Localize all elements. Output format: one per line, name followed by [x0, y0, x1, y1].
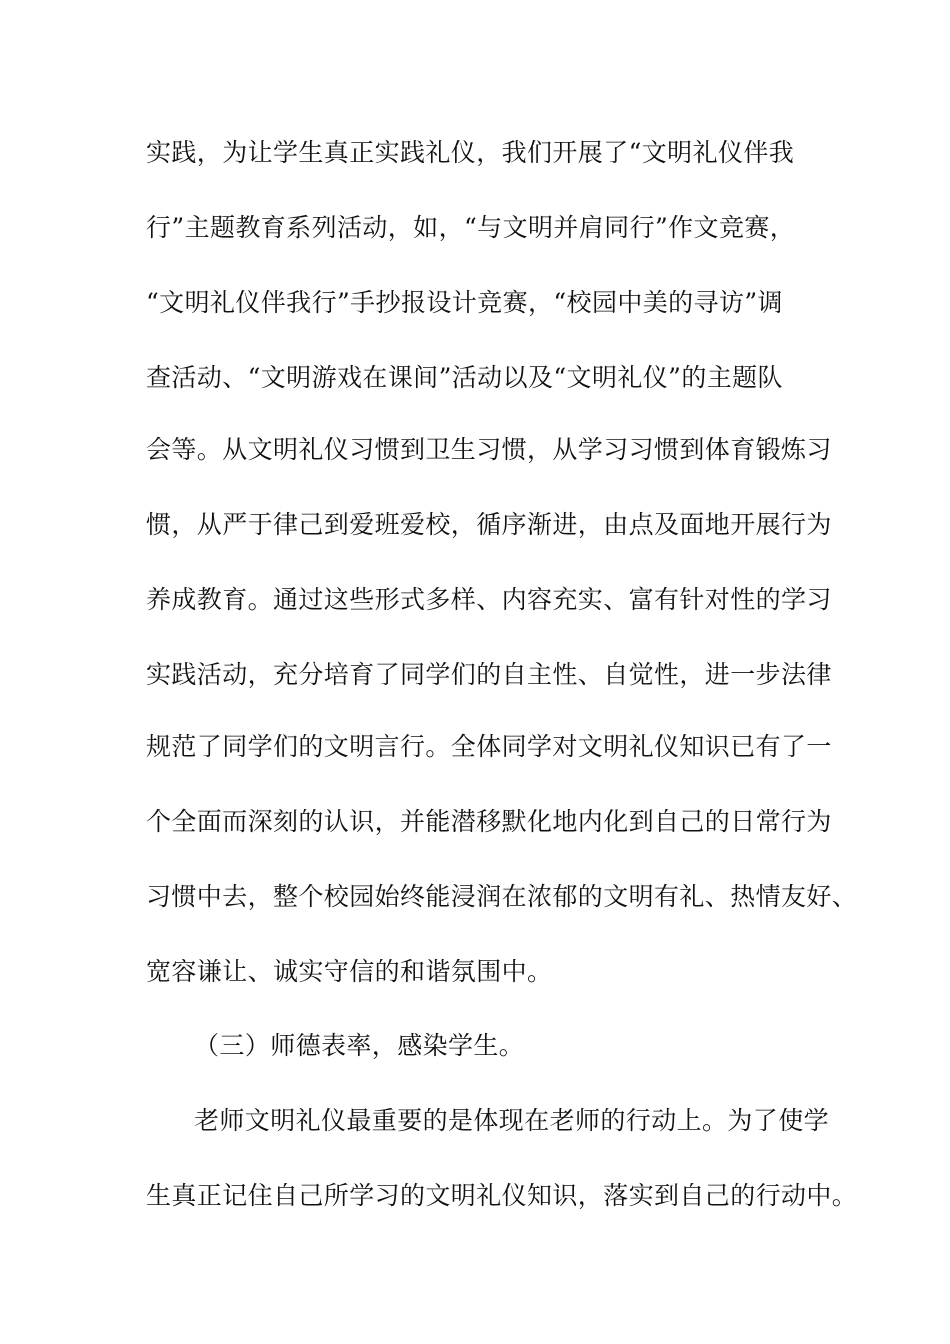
body-text-line: 查活动、“文明游戏在课间”活动以及“文明礼仪”的主题队 [146, 363, 783, 392]
body-text-line: 个全面而深刻的认识，并能潜移默化地内化到自己的日常行为 [146, 807, 832, 836]
body-text-line: 实践活动，充分培育了同学们的自主性、自觉性，进一步法律 [146, 660, 832, 689]
body-text-line: 行”主题教育系列活动，如，“与文明并肩同行”作文竞赛， [146, 213, 796, 242]
section-heading: （三）师德表率，感染学生。 [194, 1031, 525, 1060]
body-text-line: 生真正记住自己所学习的文明礼仪知识，落实到自己的行动中。 [146, 1181, 858, 1210]
body-text-line: 会等。从文明礼仪习惯到卫生习惯，从学习习惯到体育锻炼习 [146, 435, 832, 464]
body-text-line: 习惯中去，整个校园始终能浸润在浓郁的文明有礼、热情友好、 [146, 882, 858, 911]
body-text-line: 惯，从严于律己到爱班爱校，循序渐进，由点及面地开展行为 [146, 510, 832, 539]
body-text-line: 老师文明礼仪最重要的是体现在老师的行动上。为了使学 [194, 1106, 830, 1135]
body-text-line: “文明礼仪伴我行”手抄报设计竞赛，“校园中美的寻访”调 [146, 288, 783, 317]
body-text-line: 养成教育。通过这些形式多样、内容充实、富有针对性的学习 [146, 585, 832, 614]
body-text-line: 实践，为让学生真正实践礼仪，我们开展了“文明礼仪伴我 [146, 138, 795, 167]
body-text-line: 规范了同学们的文明言行。全体同学对文明礼仪知识已有了一 [146, 732, 832, 761]
body-text-line: 宽容谦让、诚实守信的和谐氛围中。 [146, 957, 553, 986]
